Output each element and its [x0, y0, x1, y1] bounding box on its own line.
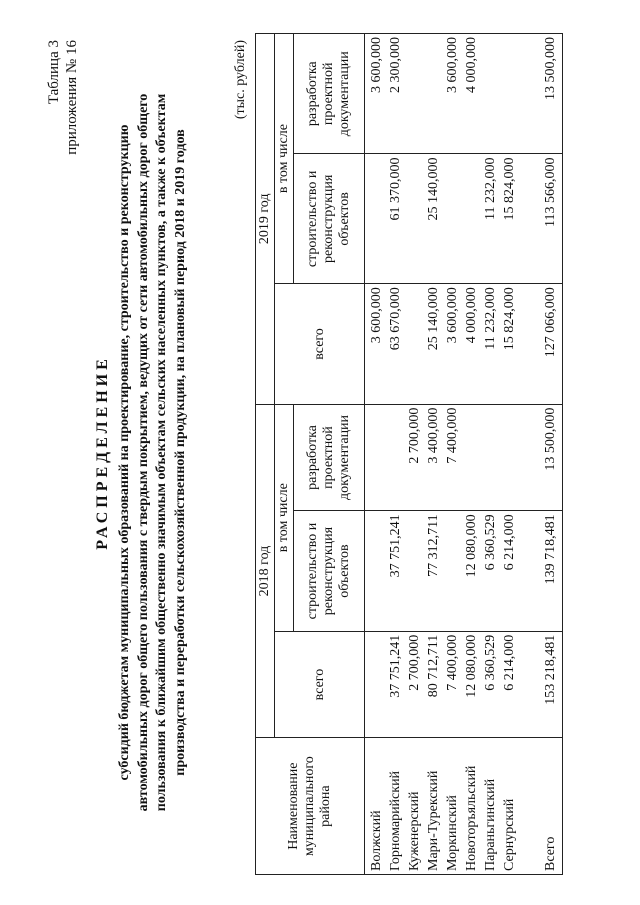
cell-design-2019: 3 600,000 — [365, 34, 387, 155]
column-header-2018: 2018 год — [256, 404, 275, 738]
cell-total-2018: 153 218,481 — [519, 631, 563, 738]
cell-design-2018: 2 700,000 — [405, 404, 424, 511]
table-row — [424, 34, 443, 875]
cell-total-2018: 6 214,000 — [500, 631, 519, 738]
cell-construction-2019: 113 566,000 — [519, 154, 563, 284]
cell-total-2019: 4 000,000 — [462, 284, 481, 404]
column-header-construction-2019: строительство и реконструкция объектов — [294, 154, 365, 284]
district-name: Сернурский — [500, 738, 519, 875]
cell-design-2018 — [462, 404, 481, 511]
cell-construction-2019 — [443, 154, 462, 284]
document-title: РАСПРЕДЕЛЕНИЕ — [94, 355, 111, 550]
column-header-design-2018: разработка проектной документации — [294, 404, 365, 511]
column-header-design-2019: разработка проектной документации — [294, 34, 365, 155]
table-number-label: Таблица 3 — [46, 40, 62, 105]
cell-design-2019: 2 300,000 — [386, 34, 405, 155]
table-total-row — [519, 34, 563, 875]
district-name: Горномарийский — [386, 738, 405, 875]
table-row — [500, 34, 519, 875]
column-header-construction-2018: строительство и реконструкция объектов — [294, 511, 365, 631]
district-name: Моркинский — [443, 738, 462, 875]
cell-design-2018 — [500, 404, 519, 511]
table-row — [462, 34, 481, 875]
column-header-including-2019: в том числе — [275, 34, 294, 284]
cell-design-2019 — [424, 34, 443, 155]
column-header-total-2018: всего — [275, 631, 365, 738]
cell-construction-2018: 37 751,241 — [386, 511, 405, 631]
cell-construction-2019 — [365, 154, 387, 284]
column-header-including-2018: в том числе — [275, 404, 294, 631]
document-subtitle: субсидий бюджетам муниципальных образований на проектирование, строительство и реконструкцию автомобильных дорог общего пользования с твердым покрытием, ведущих от сети автомобильных дорог общего пользования к ближайшим общественно значимым объектам сельских населенных пунктов, а также к объектам производства и переработки сельскохозяйственной продукции, на плановый период 2018 и 2019 годов — [117, 93, 188, 812]
table-row — [443, 34, 462, 875]
cell-total-2019 — [405, 284, 424, 404]
cell-design-2018: 13 500,000 — [519, 404, 563, 511]
cell-design-2019 — [500, 34, 519, 155]
column-header-total-2019: всего — [275, 284, 365, 404]
cell-total-2018: 6 360,529 — [481, 631, 500, 738]
units-label: (тыс. рублей) — [233, 40, 248, 120]
cell-design-2019 — [481, 34, 500, 155]
cell-design-2018 — [481, 404, 500, 511]
table-row — [386, 34, 405, 875]
cell-design-2018: 3 400,000 — [424, 404, 443, 511]
total-label: Всего — [519, 738, 563, 875]
cell-construction-2019 — [462, 154, 481, 284]
district-name: Волжский — [365, 738, 387, 875]
cell-design-2019 — [405, 34, 424, 155]
cell-construction-2018: 139 718,481 — [519, 511, 563, 631]
appendix-label: приложения № 16 — [64, 40, 80, 155]
cell-construction-2019: 11 232,000 — [481, 154, 500, 284]
cell-construction-2019: 15 824,000 — [500, 154, 519, 284]
cell-total-2018: 7 400,000 — [443, 631, 462, 738]
cell-construction-2018 — [405, 511, 424, 631]
column-header-district: Наименование муниципального района — [256, 738, 365, 875]
table-row — [405, 34, 424, 875]
district-name: Куженерский — [405, 738, 424, 875]
cell-total-2019: 11 232,000 — [481, 284, 500, 404]
cell-construction-2018: 6 360,529 — [481, 511, 500, 631]
cell-construction-2019: 25 140,000 — [424, 154, 443, 284]
cell-construction-2018 — [443, 511, 462, 631]
cell-total-2018: 2 700,000 — [405, 631, 424, 738]
district-name: Новоторъяльский — [462, 738, 481, 875]
cell-design-2019: 13 500,000 — [519, 34, 563, 155]
cell-total-2019: 15 824,000 — [500, 284, 519, 404]
cell-design-2019: 3 600,000 — [443, 34, 462, 155]
cell-total-2019: 25 140,000 — [424, 284, 443, 404]
cell-construction-2018 — [365, 511, 387, 631]
cell-construction-2018: 77 312,711 — [424, 511, 443, 631]
cell-total-2018: 37 751,241 — [386, 631, 405, 738]
table-row — [481, 34, 500, 875]
cell-total-2019: 3 600,000 — [365, 284, 387, 404]
cell-total-2018 — [365, 631, 387, 738]
cell-total-2018: 80 712,711 — [424, 631, 443, 738]
column-header-2019: 2019 год — [256, 34, 275, 405]
cell-construction-2018: 6 214,000 — [500, 511, 519, 631]
distribution-table — [255, 33, 563, 875]
cell-construction-2018: 12 080,000 — [462, 511, 481, 631]
cell-design-2018 — [386, 404, 405, 511]
cell-design-2018: 7 400,000 — [443, 404, 462, 511]
cell-construction-2019: 61 370,000 — [386, 154, 405, 284]
cell-total-2019: 127 066,000 — [519, 284, 563, 404]
cell-design-2019: 4 000,000 — [462, 34, 481, 155]
table-row — [365, 34, 387, 875]
district-name: Мари-Турекский — [424, 738, 443, 875]
cell-total-2019: 63 670,000 — [386, 284, 405, 404]
cell-total-2019: 3 600,000 — [443, 284, 462, 404]
cell-construction-2019 — [405, 154, 424, 284]
cell-total-2018: 12 080,000 — [462, 631, 481, 738]
district-name: Параньгинский — [481, 738, 500, 875]
cell-design-2018 — [365, 404, 387, 511]
